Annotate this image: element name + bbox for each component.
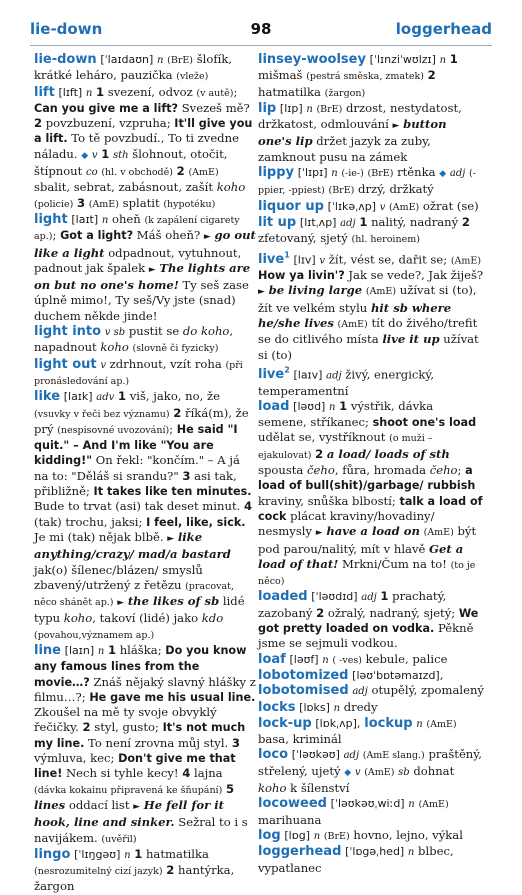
entry-loco: loco [ˈləʊkəʊ] adj (AmE slang.) praštěný, střelený, ujetý ◆ v (AmE) sb dohnat koho k šílenství <box>258 747 482 796</box>
entry-linsey-woolsey: linsey-woolsey [ˈlɪnziˈwʊlzɪ] n 1 mišmaš (pestrá směska, zmatek) 2 hatmatilka (žargon) <box>258 52 458 99</box>
entry-load: load [ləʊd] n 1 výstřik, dávka semene, stříkanec; shoot one's load udělat se, vystříknout (o muži – ejakulovat) 2 a load/ loads of sth spousta čeho, fůra, hromada čeho; a load of bull(shit)/garbage/ rubbish kraviny, snůška blbostí; talk a load of cock plácat kraviny/hovadiny/ nesmysly ► have a load on (AmE) být pod parou/nalitý, mít v hlavě Get a load of that! Mrkni/Čum na to! (to je něco) <box>258 398 483 588</box>
header-rule <box>30 45 492 46</box>
right-column <box>258 52 484 875</box>
page-number: 98 <box>250 20 272 38</box>
entry-loaf: loaf [ləʊf] n ( -ves) kebule, palice <box>258 651 448 667</box>
left-column <box>34 52 256 894</box>
entry-loaded: loaded [ˈləʊdɪd] adj 1 prachatý, zazobaný 2 ožralý, nadraný, sjetý; We got pretty loaded on vodka. Pěkně jsme se sejmuli vodkou. <box>258 589 479 651</box>
entry-locks: locks [lɒks] n dredy <box>258 699 378 715</box>
entry-liquor-up: liquor up [ˈlɪkəˌʌp] v (AmE) ožrat (se) <box>258 198 479 214</box>
entry-lingo: lingo [ˈlɪŋgəʊ] n 1 hatmatilka (nesrozumitelný cizí jazyk) 2 hantýrka, žargon <box>34 846 235 894</box>
entry-lit-up: lit up [lɪtˌʌp] adj 1 nalitý, nadraný 2 zfetovaný, sjetý (hl. heroinem) <box>258 214 470 246</box>
entry-line: line [laɪn] n 1 hláška; Do you know any famous lines from the movie…? Znáš nějaký slavný hlášky z filmu…?; He gave me his usual line. Zkoušel na mě ty svoje obvyklý řečičky. 2 styl, gusto; It's not much my line. To není zrovna můj styl. 3 výmluva, kec; Don't give me that line! Nech si tyhle kecy! 4 lajna (dávka kokainu připravená ke šňupání) 5 lines oddací list ► He fell for it hook, line and sinker. Sežral to i s navijákem. (uvěřil) <box>34 642 256 845</box>
header-last-entry: loggerhead <box>395 20 492 38</box>
running-header <box>30 20 492 42</box>
header-first-entry: lie-down <box>30 20 103 38</box>
entry-locoweed: locoweed [ˈləʊkəʊˌwiːd] n (AmE) marihuana <box>258 796 449 827</box>
entry-light-out: light out v zdrhnout, vzít roha (při pronásledování ap.) <box>34 356 243 387</box>
entry-like: like [laɪk] adv 1 viš, jako, no, že (vsuvky v řeči bez významu) 2 říká(m), že prý (nespisovné uvozování); He said "I quit." – And I'm like "You are kidding!" On řekl: "končím." – A já na to: "Děláš si srandu?" 3 asi tak, přibližně; It takes like ten minutes. Bude to trvat (asi) tak deset minut. 4 (tak) trochu, jaksi; I feel, like, sick. Je mi (tak) nějak blbě. ► like anything/crazy/ mad/a bastard jak(o) šílenec/blázen/ smyslů zbavený/utržený z řetězu (pracovat, něco shánět ap.) ► the likes of sb lidé typu koho, takoví (lidé) jako kdo (povahou,významem ap.) <box>34 389 253 641</box>
entry-lippy: lippy [ˈlɪpɪ] n (-ie-) (BrE) rtěnka ◆ adj (-ppier, -ppiest) (BrE) drzý, držkatý <box>258 165 476 197</box>
entry-lobotomized: lobotomized [ləʊˈbɒtəmaɪzd], lobotomised adj otupělý, zpomalený <box>258 667 484 699</box>
entry-live2: live$^2$ [laɪv] adj živý, energický, temperamentní <box>258 365 435 398</box>
entry-log: log [lɒg] n (BrE) hovno, lejno, výkal <box>258 827 463 843</box>
entry-loggerhead: loggerhead [ˈlɒgəˌhed] n blbec, vypatlanec <box>258 844 454 875</box>
entry-lift: lift [lɪft] n 1 svezení, odvoz (v autě); Can you give me a lift? Svezeš mě? 2 povzbuzení, vzpruha; It'll give you a lift. To tě povzbudí., To ti zvedne náladu. ◆ v 1 sth šlohnout, otočit, štípnout co (hl. v obchodě) 2 (AmE) sbalit, sebrat, zabásnout, zašít koho (policie) 3 (AmE) splatit (hypotéku) <box>34 84 253 210</box>
entry-lock-up: lock-up [lɒkˌʌp], lockup n (AmE) basa, kriminál <box>258 715 457 747</box>
entry-light-into: light into v sb pustit se do koho, napadnout koho (slovně či fyzicky) <box>34 324 234 355</box>
entry-light: light [laɪt] n oheň (k zapálení cigarety ap.); Got a light? Máš oheň? ► go out like a light odpadnout, vytuhnout, padnout jak špalek ► The lights are on but no one's home! Ty seš zase úplně mimo!, Ty seš/Vy jste (snad) duchem někde jinde! <box>34 211 256 323</box>
entry-lip: lip [lɪp] n (BrE) drzost, nestydatost, držkatost, odmlouvání ► button one's lip držet jazyk za zuby, zamknout pusu na zámek <box>258 100 462 164</box>
entry-live1: live$^1$ [lɪv] v žít, vést se, dařit se; (AmE) How ya livin'? Jak se vede?, Jak žiješ? ► be living large (AmE) užívat si (to), žít ve velkém stylu hit sb where he/she lives (AmE) tít do živého/trefit se do citlivého místa live it up užívat si (to) <box>258 250 484 362</box>
entry-lie-down: lie-down [ˈlaɪdaʊn] n (BrE) šlofík, krátké leháro, pauzička (vleže) <box>34 52 233 83</box>
